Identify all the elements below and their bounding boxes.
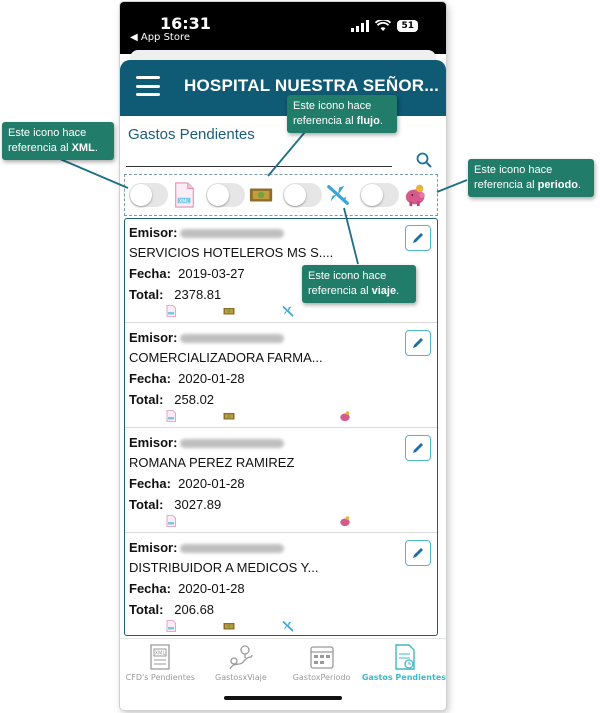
money-flow-icon — [223, 305, 235, 317]
pencil-icon — [411, 336, 425, 350]
fecha-label: Fecha: — [129, 476, 171, 491]
edit-button[interactable] — [405, 330, 431, 356]
total-row — [129, 497, 221, 512]
total-label: Total: — [129, 392, 164, 407]
list-item[interactable] — [125, 534, 437, 636]
calendar-icon — [307, 643, 337, 671]
emisor-label: Emisor: — [129, 540, 178, 555]
money-flow-icon — [249, 181, 273, 209]
tab-label: GastosxViaje — [215, 673, 267, 682]
total-value: 3027.89 — [174, 497, 222, 512]
flujo-filter-toggle[interactable] — [206, 183, 245, 207]
fecha-value: 2020-01-28 — [178, 581, 245, 596]
piggy-bank-icon — [339, 410, 351, 422]
total-value: 258.02 — [174, 392, 215, 407]
search-icon[interactable] — [416, 152, 432, 168]
callout-text: Este icono hace referencia al — [308, 270, 387, 297]
fecha-label: Fecha: — [129, 371, 171, 386]
menu-icon[interactable] — [136, 76, 160, 96]
fecha-row — [129, 266, 245, 281]
redacted-emisor — [180, 544, 284, 553]
airplane-icon — [282, 305, 294, 317]
callout-suffix: . — [379, 115, 383, 127]
edit-button[interactable] — [405, 435, 431, 461]
filter-toggles — [124, 174, 438, 216]
map-route-icon — [226, 643, 256, 671]
callout-text: Este icono hace referencia al — [8, 127, 87, 154]
callout-text: Este icono hace referencia al — [474, 164, 553, 191]
pencil-icon — [411, 441, 425, 455]
xml-file-icon — [165, 515, 177, 527]
tab-label: CFD's Pendientes — [125, 673, 195, 682]
piggy-bank-icon — [403, 181, 427, 209]
tab-label: Gastos Pendientes — [361, 673, 446, 682]
total-label: Total: — [129, 287, 164, 302]
redacted-emisor — [180, 334, 284, 343]
emisor-name: SERVICIOS HOTELEROS MS S.... — [129, 245, 334, 260]
emisor-name: DISTRIBUIDOR A MEDICOS Y... — [129, 560, 319, 575]
callout-xml — [2, 122, 114, 160]
redacted-emisor — [180, 439, 284, 448]
xml-filter-toggle[interactable] — [129, 183, 168, 207]
status-icons — [351, 20, 418, 32]
tab-label: GastoxPeriodo — [292, 673, 351, 682]
fecha-label: Fecha: — [129, 266, 171, 281]
back-to-app-store-link[interactable]: ◀ App Store — [130, 32, 191, 43]
pencil-icon — [411, 231, 425, 245]
total-value: 2378.81 — [174, 287, 222, 302]
emisor-label: Emisor: — [129, 435, 178, 450]
callout-keyword: periodo — [537, 179, 578, 191]
redacted-emisor — [180, 229, 284, 238]
phone-screen — [120, 2, 446, 710]
fecha-row — [129, 371, 245, 386]
callout-text: Este icono hace referencia al — [293, 100, 372, 127]
callout-flujo — [287, 95, 397, 133]
pending-document-icon — [389, 643, 419, 671]
page-title: Gastos Pendientes — [128, 126, 255, 143]
home-indicator — [224, 696, 342, 700]
xml-document-icon — [145, 643, 175, 671]
svg-text:XML: XML — [155, 650, 166, 657]
airplane-icon — [282, 620, 294, 632]
status-bar — [120, 2, 446, 54]
total-label: Total: — [129, 497, 164, 512]
callout-keyword: flujo — [356, 115, 380, 127]
money-flow-icon — [223, 410, 235, 422]
battery-icon: 51 — [397, 20, 418, 32]
app-header — [120, 60, 446, 116]
periodo-filter-toggle[interactable] — [360, 183, 399, 207]
emisor-label: Emisor: — [129, 330, 178, 345]
callout-periodo — [468, 159, 594, 197]
total-row — [129, 602, 214, 617]
callout-suffix: . — [577, 179, 581, 191]
bottom-tab-bar — [120, 638, 446, 690]
airplane-icon — [326, 181, 350, 209]
total-value: 206.68 — [174, 602, 215, 617]
callout-keyword: viaje — [371, 285, 397, 297]
money-flow-icon — [223, 620, 235, 632]
fecha-row — [129, 581, 245, 596]
fecha-value: 2020-01-28 — [178, 476, 245, 491]
emisor-row — [129, 435, 284, 450]
pencil-icon — [411, 546, 425, 560]
callout-viaje — [302, 265, 416, 303]
xml-file-icon — [165, 410, 177, 422]
fecha-label: Fecha: — [129, 581, 171, 596]
total-row — [129, 392, 214, 407]
fecha-value: 2020-01-28 — [178, 371, 245, 386]
signal-icon — [351, 20, 369, 32]
search-input[interactable] — [126, 166, 392, 167]
app-title: HOSPITAL NUESTRA SEÑOR... — [184, 76, 439, 95]
emisor-name: COMERCIALIZADORA FARMA... — [129, 350, 323, 365]
edit-button[interactable] — [405, 540, 431, 566]
emisor-row — [129, 540, 284, 555]
fecha-row — [129, 476, 245, 491]
xml-file-icon — [165, 620, 177, 632]
wifi-icon — [375, 20, 391, 32]
viaje-filter-toggle[interactable] — [283, 183, 322, 207]
emisor-name: ROMANA PEREZ RAMIREZ — [129, 455, 295, 470]
emisor-label: Emisor: — [129, 225, 178, 240]
emisor-row — [129, 225, 284, 240]
piggy-bank-icon — [339, 515, 351, 527]
fecha-value: 2019-03-27 — [178, 266, 245, 281]
callout-suffix: . — [94, 142, 98, 154]
total-label: Total: — [129, 602, 164, 617]
tab-cfds-pendientes[interactable] — [120, 639, 201, 690]
tab-gasto-x-periodo[interactable] — [281, 639, 362, 690]
xml-file-icon — [172, 181, 196, 209]
list-item[interactable] — [125, 324, 437, 428]
total-row — [129, 287, 221, 302]
status-time: 16:31 — [160, 14, 211, 33]
callout-suffix: . — [396, 285, 400, 297]
tab-gastos-pendientes[interactable] — [362, 639, 446, 690]
emisor-row — [129, 330, 284, 345]
svg-text:XML: XML — [179, 199, 189, 205]
list-item[interactable] — [125, 429, 437, 533]
tab-gastos-x-viaje[interactable] — [201, 639, 282, 690]
xml-file-icon — [165, 305, 177, 317]
edit-button[interactable] — [405, 225, 431, 251]
callout-keyword: XML — [71, 142, 95, 154]
